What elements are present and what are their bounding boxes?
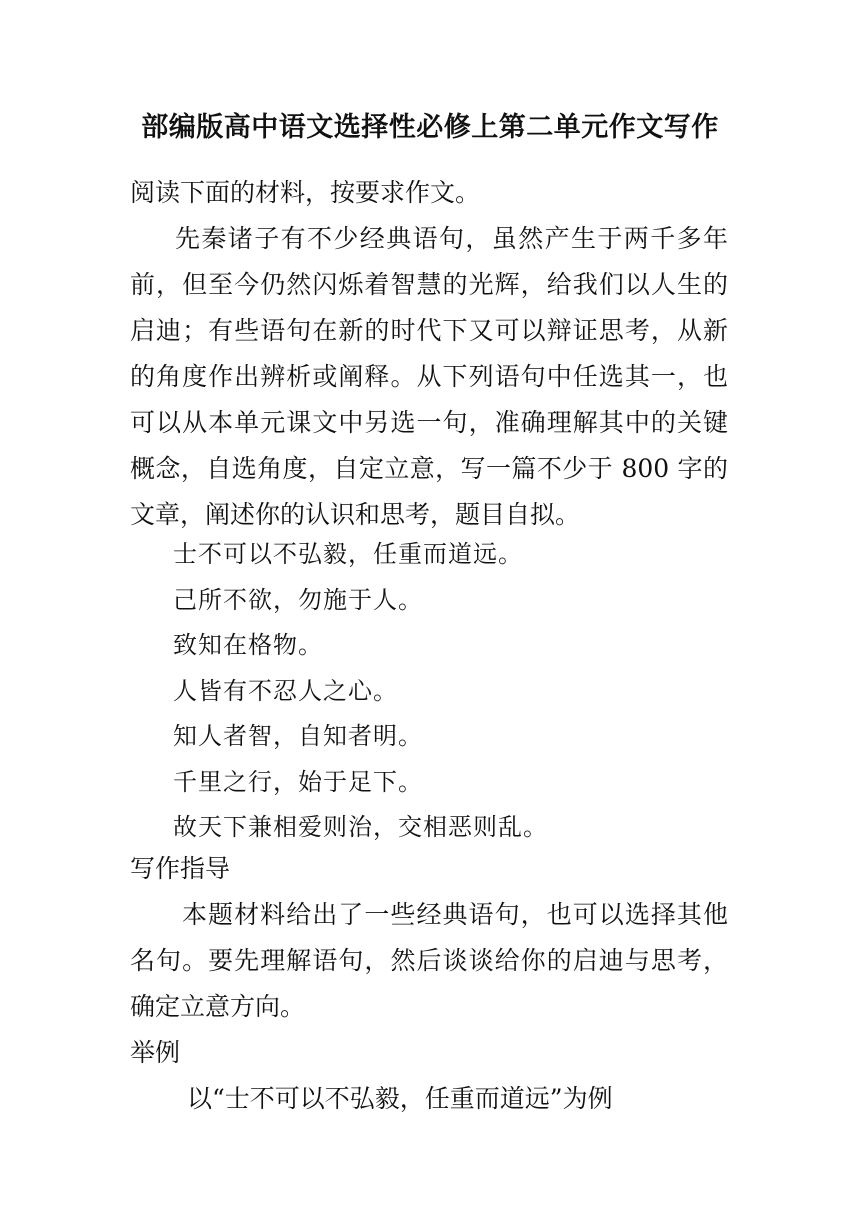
guidance-section [130,846,728,1122]
quote-list [173,532,733,851]
example-line: 以“士不可以不弘毅，任重而道远”为例 [187,1084,613,1113]
prompt-line: 启迪；有些语句在新的时代下又可以辩证思考，从新 [130,316,728,345]
prompt-paragraph [130,216,728,538]
intro-text: 阅读下面的材料，按要求作文。 [130,178,481,207]
quote-item: 士不可以不弘毅，任重而道远。 [173,540,523,568]
guidance-line: 确定立意方向。 [130,992,306,1021]
guidance-line: 名句。要先理解语句，然后谈谈给你的启迪与思考， [130,946,728,975]
prompt-line: 的角度作出辨析或阐释。从下列语句中任选其一，也 [130,362,728,391]
quote-item: 千里之行，始于足下。 [173,767,423,796]
prompt-section [130,170,728,538]
guidance-heading: 写作指导 [130,854,231,883]
prompt-line: 前，但至今仍然闪烁着智慧的光辉，给我们以人生的 [130,270,728,299]
example-heading: 举例 [130,1038,181,1067]
guidance-line: 本题材料给出了一些经典语句，也可以选择其他 [182,900,728,929]
prompt-line: 文章，阐述你的认识和思考，题目自拟。 [130,500,581,529]
quote-item: 知人者智，自知者明。 [173,722,423,750]
quote-item: 致知在格物。 [173,631,323,659]
prompt-line: 可以从本单元课文中另选一句，准确理解其中的关键 [130,408,728,437]
document-title: 部编版高中语文选择性必修上第二单元作文写作 [141,112,719,143]
prompt-line: 先秦诸子有不少经典语句，虽然产生于两千多年 [175,224,728,253]
quote-item: 人皆有不忍人之心。 [173,676,398,705]
example-paragraph [130,1076,728,1122]
guidance-paragraph [130,892,728,1030]
quote-item: 己所不欲，勿施于人。 [173,585,423,614]
quote-item: 故天下兼相爱则治，交相恶则乱。 [173,813,548,841]
prompt-line: 概念，自选角度，自定立意，写一篇不少于 800 字的 [130,454,728,483]
